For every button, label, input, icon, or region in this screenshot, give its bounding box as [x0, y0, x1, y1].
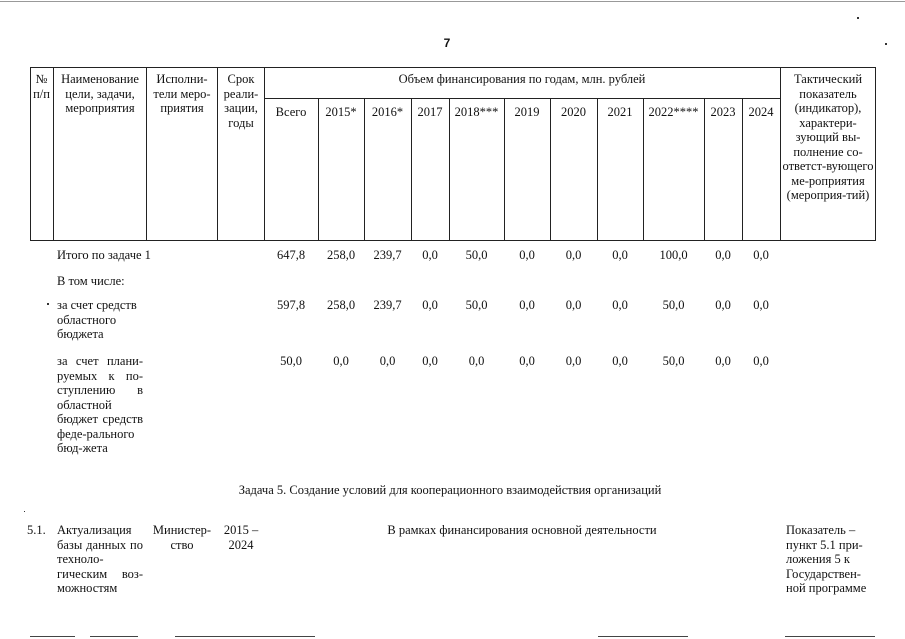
scan-dot [857, 17, 859, 19]
table-top-border [30, 67, 875, 68]
page-number: 7 [443, 36, 451, 50]
item-5-1-indicator: Показатель – пункт 5.1 при-ложения 5 к Государствен-ной программе [786, 523, 867, 595]
row-federal-label: за счет плани-руемых к по-ступлению в областной бюджет средств феде-рального бюд-жета [57, 354, 143, 455]
scan-mark [0, 1, 905, 2]
row-federal-value: 0,0 [612, 354, 628, 368]
row-total-value: 0,0 [519, 248, 535, 262]
year-2015: 2015* [325, 105, 357, 119]
item-5-1-funding: В рамках финансирования основной деятельности [387, 523, 657, 537]
row-total-value: 0,0 [753, 248, 769, 262]
item-5-1-term: 2015 – 2024 [223, 523, 259, 552]
col-line [217, 67, 218, 241]
year-2016: 2016* [371, 105, 404, 119]
row-total-label: Итого по задаче 1 [57, 248, 151, 262]
scan-dot [885, 43, 887, 45]
row-regional-value: 0,0 [612, 298, 628, 312]
scan-mark [30, 636, 75, 637]
row-federal-value: 0,0 [753, 354, 769, 368]
row-federal-value: 0,0 [565, 354, 582, 368]
col-line [264, 67, 265, 241]
row-total-value: 647,8 [276, 248, 306, 262]
row-federal-value: 0,0 [422, 354, 438, 368]
item-5-1-name: Актуализация базы данных по техноло-гическим воз-можностям [57, 523, 143, 595]
row-regional-label: за счет средств областного бюджета [57, 298, 137, 341]
year-2021: 2021 [607, 105, 633, 119]
col-line [53, 67, 54, 241]
years-row-line [264, 98, 780, 99]
row-regional-value: 239,7 [373, 298, 402, 312]
year-2018: 2018*** [454, 105, 499, 119]
row-total-value: 0,0 [565, 248, 582, 262]
row-total-value: 239,7 [373, 248, 402, 262]
scan-mark [175, 636, 315, 637]
row-regional-value: 0,0 [753, 298, 769, 312]
header-indicator: Тактический показатель (индикатор), характери-зующий вы-полнение со-ответст-вующего ме-роприятия (мероприя-тий) [782, 72, 874, 202]
col-line [875, 67, 876, 241]
row-total-value: 100,0 [659, 248, 688, 262]
row-federal-value: 0,0 [379, 354, 396, 368]
row-including-label: В том числе: [57, 274, 125, 288]
year-2017: 2017 [417, 105, 443, 119]
year-2019: 2019 [514, 105, 540, 119]
row-regional-value: 258,0 [326, 298, 356, 312]
year-2023: 2023 [710, 105, 736, 119]
row-regional-value: 50,0 [662, 298, 685, 312]
row-federal-value: 50,0 [280, 354, 302, 368]
task5-title: Задача 5. Создание условий для кооперационного взаимодействия организаций [238, 483, 662, 497]
item-5-1-num: 5.1. [27, 523, 46, 537]
row-total-value: 0,0 [715, 248, 731, 262]
scan-dot [24, 511, 25, 512]
header-term: Срок реали-зации, годы [223, 72, 259, 130]
row-total-value: 50,0 [465, 248, 488, 262]
scan-mark [90, 636, 138, 637]
row-regional-value: 0,0 [422, 298, 438, 312]
row-regional-value: 50,0 [465, 298, 488, 312]
header-name: Наименование цели, задачи, мероприятия [61, 72, 139, 115]
row-federal-value: 0,0 [519, 354, 535, 368]
year-2020: 2020 [561, 105, 586, 119]
scan-dot [47, 303, 49, 305]
row-regional-value: 0,0 [715, 298, 731, 312]
row-federal-value: 0,0 [715, 354, 731, 368]
year-2022: 2022**** [648, 105, 699, 119]
header-bottom-border [30, 240, 875, 241]
row-total-value: 0,0 [422, 248, 438, 262]
col-line [146, 67, 147, 241]
scan-mark [785, 636, 875, 637]
scan-mark [598, 636, 688, 637]
header-num: № п/п [33, 72, 50, 101]
row-regional-value: 597,8 [276, 298, 306, 312]
row-federal-value: 0,0 [333, 354, 349, 368]
col-line [780, 67, 781, 241]
header-funding: Объем финансирования по годам, млн. рублей [398, 72, 646, 86]
row-total-value: 0,0 [612, 248, 628, 262]
header-executors: Исполни-тели меро-приятия [153, 72, 211, 115]
item-5-1-executor: Министер-ство [152, 523, 212, 552]
row-total-value: 258,0 [326, 248, 356, 262]
year-2024: 2024 [748, 105, 774, 119]
row-regional-value: 0,0 [565, 298, 582, 312]
row-regional-value: 0,0 [519, 298, 535, 312]
year-total: Всего [275, 105, 307, 119]
row-federal-value: 0,0 [468, 354, 485, 368]
row-federal-value: 50,0 [662, 354, 685, 368]
